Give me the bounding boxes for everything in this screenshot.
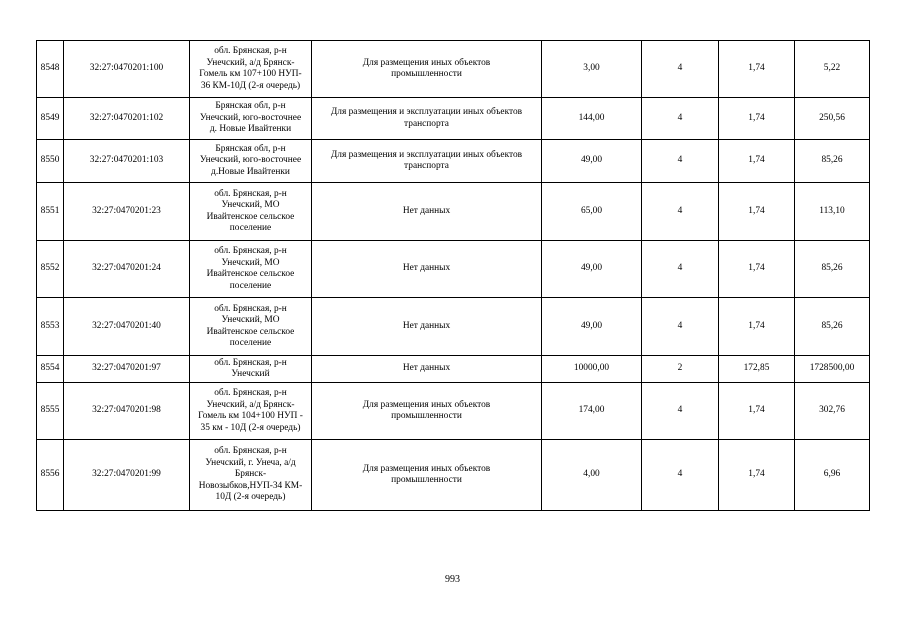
page-number: 993	[445, 574, 460, 585]
address-line: обл. Брянская, р-н	[214, 46, 287, 56]
permitted-use-line: Для размещения иных объектов	[362, 399, 491, 410]
address-cell	[190, 183, 312, 241]
permitted-use-cell	[312, 140, 542, 183]
table-row	[37, 140, 870, 183]
rate-cell: 1,74	[719, 298, 795, 356]
cadastral-value-cell: 85,26	[795, 298, 870, 356]
address-line: поселение	[229, 223, 272, 233]
cadastral-number-cell: 32:27:0470201:103	[64, 140, 190, 183]
area-cell: 49,00	[542, 241, 642, 298]
area-cell: 4,00	[542, 440, 642, 511]
address-line: Унечский, МО	[221, 257, 280, 268]
address-line: Ивайтенское сельское	[206, 326, 295, 337]
table-row	[37, 356, 870, 383]
area-cell: 65,00	[542, 183, 642, 241]
address-line: д.Новые Ивайтенки	[211, 166, 290, 177]
address-cell	[190, 440, 312, 511]
area-cell: 10000,00	[542, 356, 642, 383]
address-line: Унечский, юго-восточнее	[199, 155, 302, 166]
cadastral-number-cell: 32:27:0470201:100	[64, 41, 190, 98]
address-line: 36 КМ-10Д (2-я очередь)	[200, 80, 301, 91]
table-row	[37, 383, 870, 440]
permitted-use-line: Для размещения и эксплуатации иных объектов	[330, 107, 523, 117]
cadastral-value-cell: 85,26	[795, 241, 870, 298]
address-line: Унечский, г. Унеча, а/д	[205, 457, 296, 468]
permitted-use-line: Нет данных	[402, 205, 451, 216]
address-line: Брянск-	[234, 469, 267, 480]
row-number-cell: 8554	[37, 356, 64, 383]
address-line: обл. Брянская, р-н	[214, 446, 287, 457]
address-cell	[190, 383, 312, 440]
address-line: д. Новые Ивайтенки	[209, 124, 292, 135]
permitted-use-line: транспорта	[404, 118, 449, 129]
group-cell: 4	[642, 241, 719, 298]
permitted-use-line: Нет данных	[402, 263, 451, 274]
permitted-use-line: промышленности	[391, 411, 462, 421]
cadastral-number-cell: 32:27:0470201:98	[64, 383, 190, 440]
row-number-cell: 8556	[37, 440, 64, 511]
group-cell: 4	[642, 140, 719, 183]
permitted-use-cell	[312, 298, 542, 356]
address-line: обл. Брянская, р-н	[214, 388, 287, 398]
cadastral-value-cell: 6,96	[795, 440, 870, 511]
permitted-use-line: транспорта	[404, 161, 449, 171]
area-cell: 3,00	[542, 41, 642, 98]
cadastral-value-cell: 1728500,00	[795, 356, 870, 383]
row-number-cell: 8553	[37, 298, 64, 356]
address-line: Новозыбков,НУП-34 КМ-	[198, 480, 303, 491]
address-line: 10Д (2-я очередь)	[215, 492, 286, 503]
address-line: Гомель км 104+100 НУП -	[198, 411, 303, 421]
address-line: Ивайтенское сельское	[206, 211, 295, 222]
permitted-use-cell	[312, 440, 542, 511]
permitted-use-line: Нет данных	[402, 320, 451, 331]
permitted-use-line: Для размещения иных объектов	[362, 57, 491, 68]
row-number-cell: 8549	[37, 98, 64, 140]
address-line: Ивайтенское сельское	[206, 269, 295, 279]
area-cell: 49,00	[542, 298, 642, 356]
cadastral-number-cell: 32:27:0470201:40	[64, 298, 190, 356]
address-line: Унечский, юго-восточнее	[199, 112, 302, 123]
permitted-use-line: промышленности	[391, 475, 462, 485]
address-line: обл. Брянская, р-н	[214, 246, 287, 256]
table-row	[37, 440, 870, 511]
address-cell	[190, 98, 312, 140]
address-cell	[190, 241, 312, 298]
address-line: обл. Брянская, р-н	[214, 188, 287, 199]
address-line: Брянская обл, р-н	[215, 143, 286, 154]
row-number-cell: 8555	[37, 383, 64, 440]
group-cell: 4	[642, 183, 719, 241]
rate-cell: 1,74	[719, 98, 795, 140]
rate-cell: 172,85	[719, 356, 795, 383]
group-cell: 4	[642, 440, 719, 511]
permitted-use-line: Для размещения иных объектов	[362, 463, 491, 474]
permitted-use-line: промышленности	[391, 69, 462, 79]
permitted-use-cell	[312, 98, 542, 140]
rate-cell: 1,74	[719, 383, 795, 440]
cadastral-number-cell: 32:27:0470201:102	[64, 98, 190, 140]
rate-cell: 1,74	[719, 41, 795, 98]
cadastral-value-cell: 85,26	[795, 140, 870, 183]
cadastral-number-cell: 32:27:0470201:23	[64, 183, 190, 241]
permitted-use-cell	[312, 383, 542, 440]
address-cell	[190, 140, 312, 183]
address-line: Гомель км 107+100 НУП-	[199, 69, 302, 79]
group-cell: 4	[642, 383, 719, 440]
cadastral-table	[36, 40, 870, 511]
permitted-use-cell	[312, 241, 542, 298]
table-row	[37, 98, 870, 140]
permitted-use-line: Нет данных	[402, 363, 451, 374]
address-line: Унечский, а/д Брянск-	[206, 57, 295, 68]
rate-cell: 1,74	[719, 183, 795, 241]
group-cell: 4	[642, 41, 719, 98]
cadastral-value-cell: 302,76	[795, 383, 870, 440]
address-cell	[190, 298, 312, 356]
rate-cell: 1,74	[719, 140, 795, 183]
cadastral-value-cell: 113,10	[795, 183, 870, 241]
address-line: обл. Брянская, р-н	[214, 357, 287, 368]
row-number-cell: 8548	[37, 41, 64, 98]
table-body	[37, 41, 870, 511]
cadastral-number-cell: 32:27:0470201:24	[64, 241, 190, 298]
rate-cell: 1,74	[719, 440, 795, 511]
permitted-use-cell	[312, 41, 542, 98]
address-cell	[190, 41, 312, 98]
address-line: поселение	[229, 280, 272, 291]
area-cell: 174,00	[542, 383, 642, 440]
permitted-use-cell	[312, 356, 542, 383]
table-row	[37, 298, 870, 356]
address-line: 35 км - 10Д (2-я очередь)	[200, 422, 301, 433]
address-line: Унечский	[231, 369, 270, 379]
address-line: поселение	[229, 338, 272, 348]
address-line: Унечский, МО	[221, 200, 280, 210]
group-cell: 2	[642, 356, 719, 383]
table-row	[37, 241, 870, 298]
cadastral-number-cell: 32:27:0470201:97	[64, 356, 190, 383]
group-cell: 4	[642, 98, 719, 140]
group-cell: 4	[642, 298, 719, 356]
table-row	[37, 183, 870, 241]
address-line: обл. Брянская, р-н	[214, 303, 287, 314]
rate-cell: 1,74	[719, 241, 795, 298]
cadastral-value-cell: 5,22	[795, 41, 870, 98]
cadastral-value-cell: 250,56	[795, 98, 870, 140]
area-cell: 49,00	[542, 140, 642, 183]
address-line: Брянская обл, р-н	[215, 101, 286, 112]
table-row	[37, 41, 870, 98]
permitted-use-line: Для размещения и эксплуатации иных объектов	[330, 149, 523, 160]
row-number-cell: 8552	[37, 241, 64, 298]
address-line: Унечский, а/д Брянск-	[206, 399, 295, 410]
permitted-use-cell	[312, 183, 542, 241]
cadastral-number-cell: 32:27:0470201:99	[64, 440, 190, 511]
row-number-cell: 8551	[37, 183, 64, 241]
address-line: Унечский, МО	[221, 315, 280, 325]
address-cell	[190, 356, 312, 383]
area-cell: 144,00	[542, 98, 642, 140]
row-number-cell: 8550	[37, 140, 64, 183]
